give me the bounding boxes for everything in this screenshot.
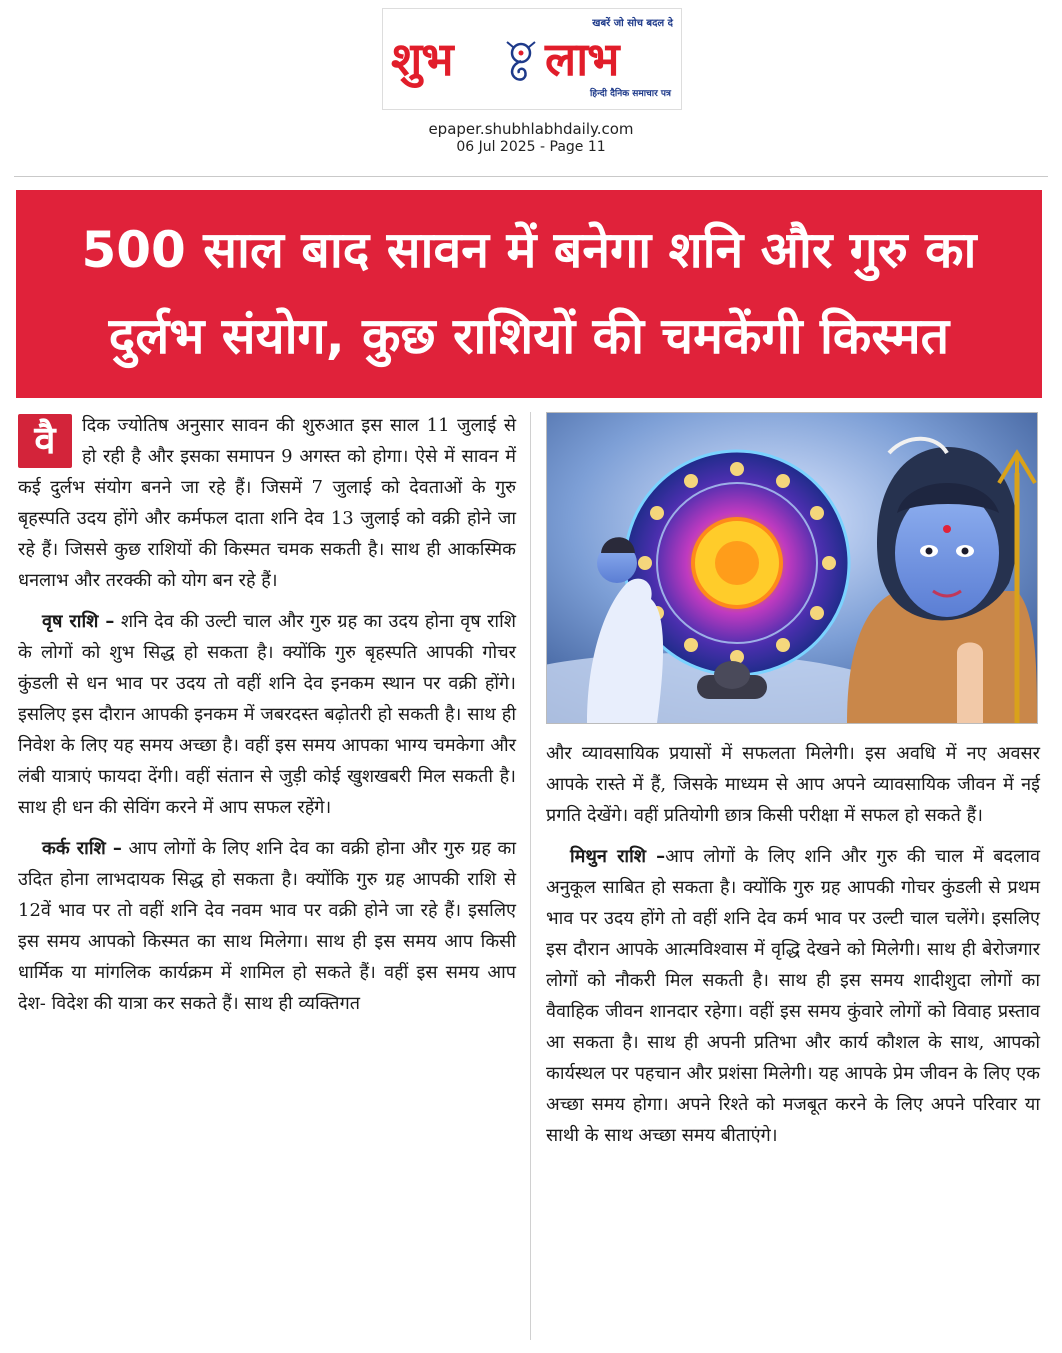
vrish-rashi-label: वृष राशि – [42,611,115,632]
shiva-zodiac-wheel-illustration [546,412,1038,724]
kark-paragraph [18,833,516,1019]
kark-text: आप लोगों के लिए शनि देव का वक्री होना और गुरु ग्रह का उदित होना लाभदायक सिद्ध हो सकता है। क्योंकि गुरु ग्रह आपकी राशि से 12वें भाव पर तो वहीं शनि देव नवम भाव पर वक्री होने जा रहे हैं। इसलिए इस समय आपको किस्मत का साथ मिलेगा। साथ ही इस समय आप किसी धार्मिक या मांगलिक कार्यक्रम में शामिल हो सकते हैं। वहीं इस समय आप देश- विदेश की यात्रा कर सकते हैं। साथ ही व्यक्तिगत [18,838,516,1014]
mithun-paragraph [546,841,1040,1151]
kark-rashi-label: कर्क राशि – [42,838,122,859]
logo-word-right: लाभ [545,32,619,86]
column-divider [530,412,531,1340]
headline-banner [16,190,1042,398]
illustration-art [547,413,1037,723]
logo-tagline: खबरें जो सोच बदल दे [592,18,673,29]
masthead [0,0,1062,172]
vrish-text: शनि देव की उल्टी चाल और गुरु ग्रह का उदय होना वृष राशि के लोगों को शुभ सिद्ध हो सकता है। क्योंकि गुरु बृहस्पति आपकी गोचर कुंडली से धन भाव पर उदय तो वहीं शनि देव इनकम स्थान पर वक्री होंगे। इसलिए इस दौरान आपकी इनकम में जबरदस्त बढ़ोतरी हो सकती है। साथ ही निवेश के लिए यह समय अच्छा है। वहीं इस समय आपका भाग्य चमकेगा और लंबी यात्राएं फायदा देंगी। वहीं संतान से जुड़ी कोई खुशखबरी मिल सकती है। साथ ही धन की सेविंग करने में आप सफल रहेंगे। [18,611,516,818]
mithun-text: आप लोगों के लिए शनि और गुरु की चाल में बदलाव अनुकूल साबित हो सकता है। क्योंकि गुरु ग्रह आपकी गोचर कुंडली से प्रथम भाव पर उदय होंगे तो वहीं शनि देव कर्म भाव पर उल्टी चाल चलेंगे। इसलिए इस दौरान आपके आत्मविश्वास में वृद्धि देखने को मिलेगी। साथ ही बेरोजगार लोगों को नौकरी मिल सकती है। साथ ही इस समय शादीशुदा लोगों का वैवाहिक जीवन शानदार रहेगा। वहीं इस समय कुंवारे लोगों को विवाह प्रस्ताव आ सकता है। साथ ही अपनी प्रतिभा और कार्य कौशल के साथ, आपको कार्यस्थल पर पहचान और प्रशंसा मिलेगी। यह आपके प्रेम जीवन के लिए एक अच्छा समय होगा। अपने रिश्ते को मजबूत करने के लिए अपने परिवार या साथी के साथ अच्छा समय बीताएंगे। [546,846,1040,1146]
headline-line-1: 500 साल बाद सावन में बनेगा शनि और गुरु का [81,221,977,279]
edition-dateline: 06 Jul 2025 - Page 11 [456,139,606,155]
vrish-paragraph [18,606,516,823]
headline-line-2: दुर्लभ संयोग, कुछ राशियों की चमकेंगी किस्मत [108,307,950,365]
article-column-right [546,738,1040,1161]
newspaper-logo[interactable] [382,8,682,110]
header-divider [14,176,1048,177]
kark-continued-paragraph: और व्यावसायिक प्रयासों में सफलता मिलेगी। इस अवधि में नए अवसर आपके रास्ते में हैं, जिसके माध्यम से आप अपने व्यावसायिक जीवन में नई प्रगति देखेंगे। वहीं प्रतियोगी छात्र किसी परीक्षा में सफल हो सकते हैं। [546,743,1040,826]
article-column-left [18,410,516,1029]
intro-paragraph [18,410,516,596]
intro-text: दिक ज्योतिष अनुसार सावन की शुरुआत इस साल 11 जुलाई से हो रही है और इसका समापन 9 अगस्त को होगा। ऐसे में सावन में कई दुर्लभ संयोग बनने जा रहे हैं। जिसमें 7 जुलाई को देवताओं के गुरु बृहस्पति उदय होंगे और कर्मफल दाता शनि देव 13 जुलाई को वक्री होने जा रहे हैं। जिससे कुछ राशियों की किस्मत चमक सकती है। साथ ही आकस्मिक धनलाभ और तरक्की को योग बन रहे हैं। [18,415,516,591]
ganesha-emblem-icon [501,39,541,83]
epaper-url[interactable]: epaper.shubhlabhdaily.com [428,120,634,138]
logo-word-left: शुभ [391,32,453,86]
drop-cap: वै [18,414,72,468]
logo-subtitle: हिन्दी दैनिक समाचार पत्र [589,89,671,99]
mithun-rashi-label: मिथुन राशि – [570,846,666,867]
